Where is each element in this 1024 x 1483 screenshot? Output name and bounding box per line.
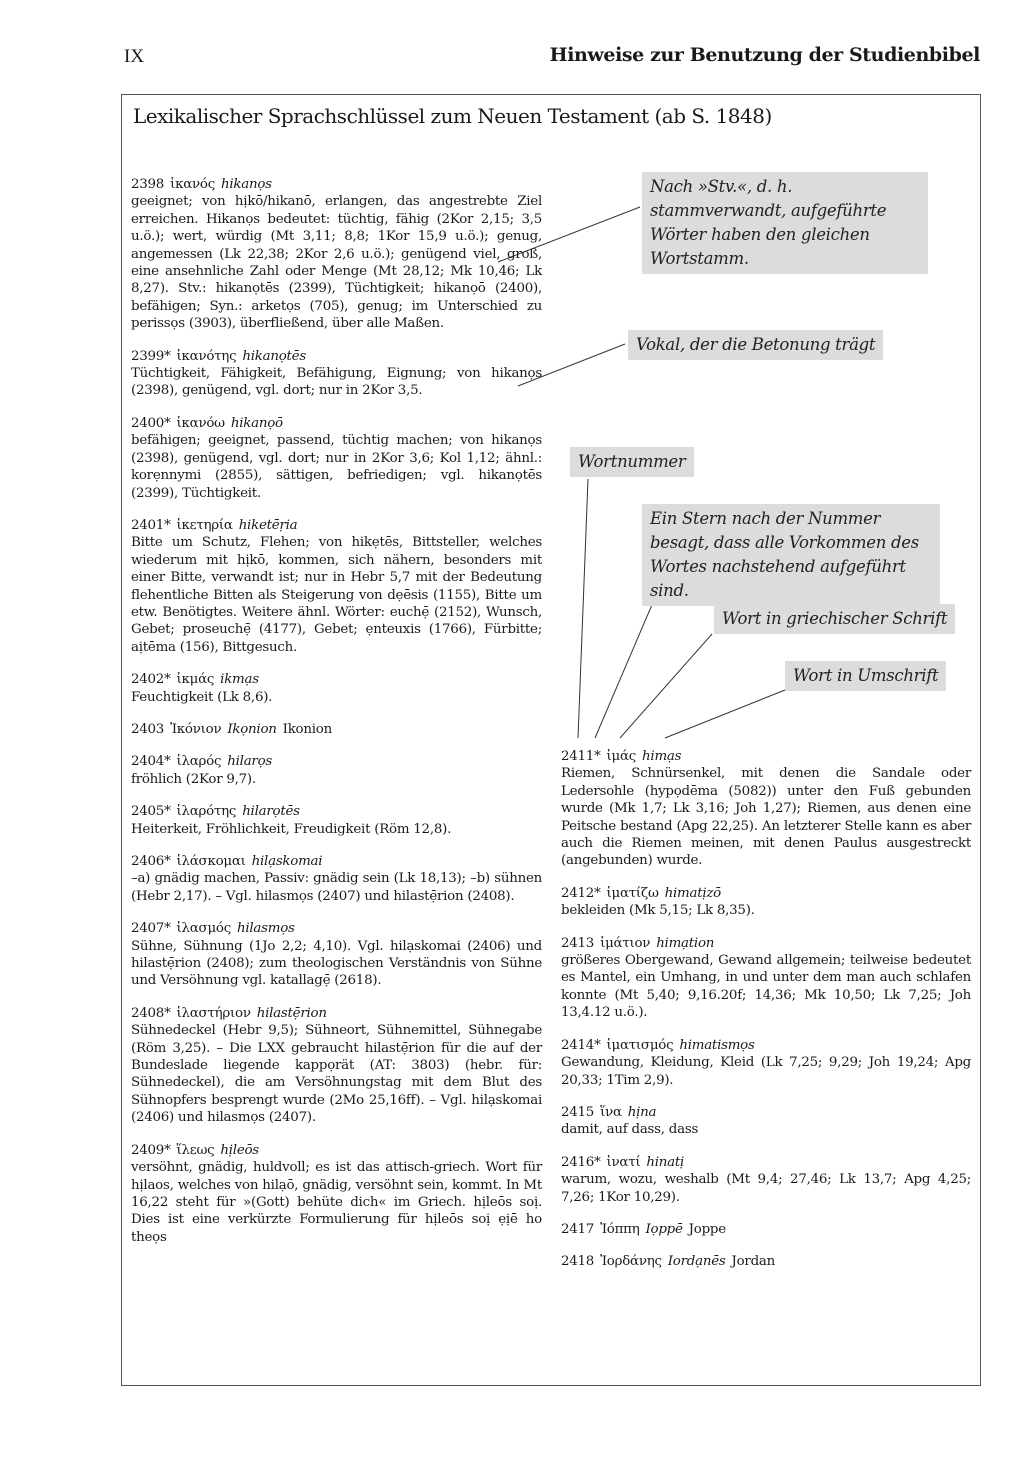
lexicon-entry: [131, 753, 542, 788]
entry-transliteration: hikanọtēs: [242, 348, 306, 364]
lexicon-entry: [131, 721, 542, 738]
entry-greek: Ἰκόνιον: [170, 721, 222, 737]
entry-greek: ἱκετηρία: [176, 517, 233, 533]
entry-transliteration: hilasmọs: [236, 921, 295, 937]
entry-definition: geeignet; von hịkō/hikanō, erlangen, das angestrebte Ziel erreichen. Hikanọs bedeutet: tüchtig, fähig (2Kor 2,15; 3,5 u.ö.); wert, würdig (Mt 3,11; 8,8; 1Kor 15,9 u.ö.); genug, angemessen (Lk 22,38; 2Kor 2,6 u.ö.); genügend viel, groß, eine ansehnliche Zahl oder Menge (Mt 28,12; Mk 10,46; Lk 8,27). Stv.: hikanọtēs (2399), Tüchtigkeit; hikanọō (2400), befähigen; Syn.: arketọs (705), genug; im Unterschied zu perissọs (3903), überfließend, über alle Maßen.: [131, 194, 542, 332]
callout-betonung: Vokal, der die Betonung trägt: [628, 330, 883, 360]
lexicon-entry: [131, 853, 542, 905]
entry-head: [131, 1142, 542, 1159]
entry-definition: fröhlich (2Kor 9,7).: [131, 771, 256, 787]
entry-transliteration: hilarọtēs: [242, 804, 300, 820]
lexicon-entry: [131, 920, 542, 990]
entry-transliteration: himạs: [642, 749, 682, 764]
callout-stammverwandt: Nach »Stv.«, d. h. stammverwandt, aufgeführte Wörter haben den gleichen Wortstamm.: [642, 172, 928, 274]
entry-greek: ἱματισμός: [606, 1037, 674, 1053]
entry-german-name: Joppe: [688, 1221, 726, 1237]
entry-head: [131, 920, 542, 937]
entry-number: 2400*: [131, 415, 171, 431]
lexicon-entry: [131, 803, 542, 838]
entry-transliteration: Iordạnēs: [667, 1254, 726, 1270]
entry-greek: ἱματίζω: [606, 885, 659, 901]
entry-transliteration: himatịzō: [664, 885, 721, 901]
entry-definition: warum, wozu, weshalb (Mt 9,4; 27,46; Lk 13,7; Apg 4,25; 7,26; 1Kor 10,29).: [561, 1172, 971, 1205]
entry-greek: Ἰόππη: [600, 1221, 640, 1237]
entry-head: [131, 721, 542, 738]
entry-transliteration: hịleōs: [220, 1142, 259, 1158]
entry-greek: ἱμάς: [606, 749, 637, 764]
entry-transliteration: hinatị: [646, 1154, 685, 1170]
lexicon-entry: [561, 1253, 971, 1270]
lexicon-entry: [131, 176, 542, 333]
entry-greek: ἱλαρότης: [176, 804, 237, 820]
lexicon-entry: [561, 748, 971, 870]
callout-umschrift: Wort in Umschrift: [785, 661, 946, 691]
lexicon-entry: [131, 517, 542, 656]
entry-definition: Riemen, Schnürsenkel, mit denen die Sandale oder Ledersohle (hypọdēma (5082)) unter den Fuß gebunden wurde (Mk 1,7; Lk 3,16; Joh 1,27); Riemen, aus denen eine Peitsche bestand (Apg 22,25). An letzterer Stelle kann es aber auch die Riemen meinen, mit denen Paulus ausgestreckt (angebunden) wurde.: [561, 766, 971, 869]
pointer-line-greek: [620, 634, 712, 738]
entry-transliteration: hikanọō: [230, 415, 283, 431]
entry-head: [561, 885, 971, 902]
pointer-line-wordnumber: [578, 479, 588, 738]
entry-head: [131, 1005, 542, 1022]
entry-number: 2399*: [131, 348, 171, 364]
entry-number: 2412*: [561, 885, 601, 901]
entry-head: [131, 671, 542, 688]
entry-definition: versöhnt, gnädig, huldvoll; es ist das attisch-griech. Wort für hịlaos, welches von hilạō, gnädig, versöhnt sein, kommt. In Mt 16,22 steht für »(Gott) behüte dich« im Griech. hịleōs soị. Dies ist eine verkürzte Formulierung für hịleōs soị ẹịē ho theọs: [131, 1160, 542, 1245]
entry-greek: ἱκανότης: [176, 348, 237, 364]
entry-greek: ἱλάσκομαι: [176, 854, 246, 869]
entry-transliteration: Iọppē: [645, 1221, 683, 1237]
entry-transliteration: himạtion: [656, 935, 715, 951]
entry-head: [131, 853, 542, 870]
entry-transliteration: Ikọnion: [227, 721, 277, 737]
entry-transliteration: hilarọs: [227, 754, 273, 770]
entry-number: 2401*: [131, 517, 171, 533]
entry-definition: Heiterkeit, Fröhlichkeit, Freudigkeit (Röm 12,8).: [131, 821, 452, 837]
entry-head: [131, 517, 542, 534]
entry-head: [131, 176, 542, 193]
entry-head: [131, 753, 542, 770]
entry-definition: damit, auf dass, dass: [561, 1122, 699, 1138]
entry-number: 2418: [561, 1254, 595, 1270]
entry-definition: größeres Obergewand, Gewand allgemein; teilweise bedeutet es Mantel, ein Umhang, in und unter dem man auch schlafen konnte (Mt 5,40; 9,16.20f; 14,36; Mk 10,50; Lk 7,25; Joh 13,4.12 u.ö.).: [561, 953, 971, 1021]
entry-definition: –a) gnädig machen, Passiv: gnädig sein (Lk 18,13); –b) sühnen (Hebr 2,17). – Vgl. hilasmọs (2407) und hilastẹ̄rion (2408).: [131, 871, 542, 904]
entry-greek: ἱλαστήριον: [176, 1005, 251, 1021]
entry-number: 2414*: [561, 1037, 601, 1053]
entry-number: 2416*: [561, 1154, 601, 1170]
entry-head: [561, 748, 971, 765]
entry-head: [561, 1154, 971, 1171]
entry-greek: ἱλασμός: [176, 921, 231, 937]
entry-number: 2411*: [561, 749, 601, 764]
pointer-line-translit: [665, 690, 785, 738]
lexicon-entry: [131, 1005, 542, 1127]
lexicon-entry: [561, 1154, 971, 1206]
entry-definition: befähigen; geeignet, passend, tüchtig machen; von hikanọs (2398), genügend, vgl. dort; nur in 2Kor 3,6; Kol 1,12; ähnl.: korẹnnymi (2855), sättigen, befriedigen; vgl. hikanọtēs (2399), Tüchtigkeit.: [131, 433, 542, 501]
entry-number: 2409*: [131, 1142, 171, 1158]
entry-definition: Tüchtigkeit, Fähigkeit, Befähigung, Eignung; von hikanọs (2398), genügend, vgl. dort; nur in 2Kor 3,5.: [131, 366, 542, 399]
entry-head: [561, 935, 971, 952]
entry-transliteration: hiketēṛia: [238, 517, 298, 533]
entry-greek: ἵλεως: [176, 1142, 215, 1158]
entry-number: 2413: [561, 935, 595, 951]
lexicon-entry: [561, 885, 971, 920]
left-column: [131, 176, 542, 1261]
entry-number: 2415: [561, 1104, 595, 1120]
entry-number: 2398: [131, 177, 165, 192]
entry-transliteration: hilastẹ̄rion: [256, 1005, 327, 1021]
entry-definition: Bitte um Schutz, Flehen; von hikẹtēs, Bittsteller, welches wiederum mit hịkō, kommen, sich nähern, besonders mit einer Bitte, verwandt ist; nur in Hebr 5,7 mit der Bedeutung flehentliche Bitten als Steigerung von dẹēsis (1155), Bitte um etw. Benötigtes. Weitere ähnl. Wörter: euchẹ̄ (2152), Wunsch, Gebet; proseuchẹ̄ (4177), Gebet; ẹnteuxis (1766), Fürbitte; aịtēma (156), Bittgesuch.: [131, 535, 542, 655]
right-column: [561, 748, 971, 1286]
entry-head: [131, 348, 542, 365]
callout-stern: Ein Stern nach der Nummer besagt, dass alle Vorkommen des Wortes nachstehend aufgeführt sind.: [642, 504, 940, 606]
entry-german-name: Jordan: [731, 1254, 776, 1270]
lexicon-entry: [561, 1104, 971, 1139]
entry-number: 2417: [561, 1221, 595, 1237]
entry-number: 2404*: [131, 754, 171, 770]
entry-greek: ἰκμάς: [176, 672, 215, 688]
entry-head: [561, 1253, 971, 1270]
entry-german-name: Ikonion: [282, 721, 332, 737]
entry-head: [561, 1221, 971, 1238]
lexicon-entry: [131, 348, 542, 400]
entry-definition: bekleiden (Mk 5,15; Lk 8,35).: [561, 903, 755, 919]
entry-transliteration: hịna: [627, 1104, 657, 1120]
entry-transliteration: ikmạs: [220, 672, 259, 688]
entry-greek: ἵνα: [600, 1104, 622, 1120]
entry-number: 2405*: [131, 804, 171, 820]
lexicon-entry: [561, 935, 971, 1022]
entry-greek: ἱνατί: [606, 1154, 641, 1170]
pointer-line-star: [595, 586, 660, 738]
entry-head: [561, 1104, 971, 1121]
lexicon-entry: [131, 1142, 542, 1246]
entry-definition: Sühne, Sühnung (1Jo 2,2; 4,10). Vgl. hilạskomai (2406) und hilastẹ̄rion (2408); zum theologischen Verständnis von Sühne und Versöhnung vgl. katallagẹ̄ (2618).: [131, 938, 542, 989]
callout-griechische-schrift: Wort in griechischer Schrift: [714, 604, 955, 634]
entry-definition: Sühnedeckel (Hebr 9,5); Sühneort, Sühnemittel, Sühnegabe (Röm 3,25). – Die LXX gebraucht hilastẹ̄rion für die auf der Bundeslade liegende kappọrät (AT: 3803) (hebr. für: Sühnedeckel), die am Versöhnungstag mit dem Blut des Sühnopfers besprengt wurde (2Mo 25,16ff). – Vgl. hilạskomai (2406) und hilasmọs (2407).: [131, 1023, 542, 1126]
entry-transliteration: hikanọs: [220, 177, 272, 192]
entry-number: 2408*: [131, 1005, 171, 1021]
running-header-title: Hinweise zur Benutzung der Studienbibel: [549, 44, 980, 66]
entry-number: 2403: [131, 721, 165, 737]
entry-number: 2402*: [131, 672, 171, 688]
entry-greek: ἱλαρός: [176, 754, 222, 770]
entry-number: 2407*: [131, 921, 171, 937]
entry-greek: ἱκανόω: [176, 415, 225, 431]
section-title: Lexikalischer Sprachschlüssel zum Neuen Testament (ab S. 1848): [133, 104, 772, 128]
entry-transliteration: hilạskomai: [251, 854, 323, 869]
entry-greek: Ἰορδάνης: [600, 1254, 662, 1270]
entry-greek: ἱμάτιον: [600, 935, 651, 951]
page-number: IX: [124, 46, 145, 67]
lexicon-entry: [561, 1037, 971, 1089]
entry-transliteration: himatismọs: [679, 1037, 755, 1053]
lexicon-entry: [131, 415, 542, 502]
entry-head: [131, 803, 542, 820]
lexicon-entry: [561, 1221, 971, 1238]
entry-head: [131, 415, 542, 432]
entry-definition: Feuchtigkeit (Lk 8,6).: [131, 689, 273, 705]
entry-greek: ἱκανός: [170, 177, 215, 192]
entry-definition: Gewandung, Kleidung, Kleid (Lk 7,25; 9,29; Joh 19,24; Apg 20,33; 1Tim 2,9).: [561, 1055, 971, 1088]
callout-wortnummer: Wortnummer: [570, 447, 694, 477]
lexicon-entry: [131, 671, 542, 706]
entry-head: [561, 1037, 971, 1054]
entry-number: 2406*: [131, 854, 171, 869]
